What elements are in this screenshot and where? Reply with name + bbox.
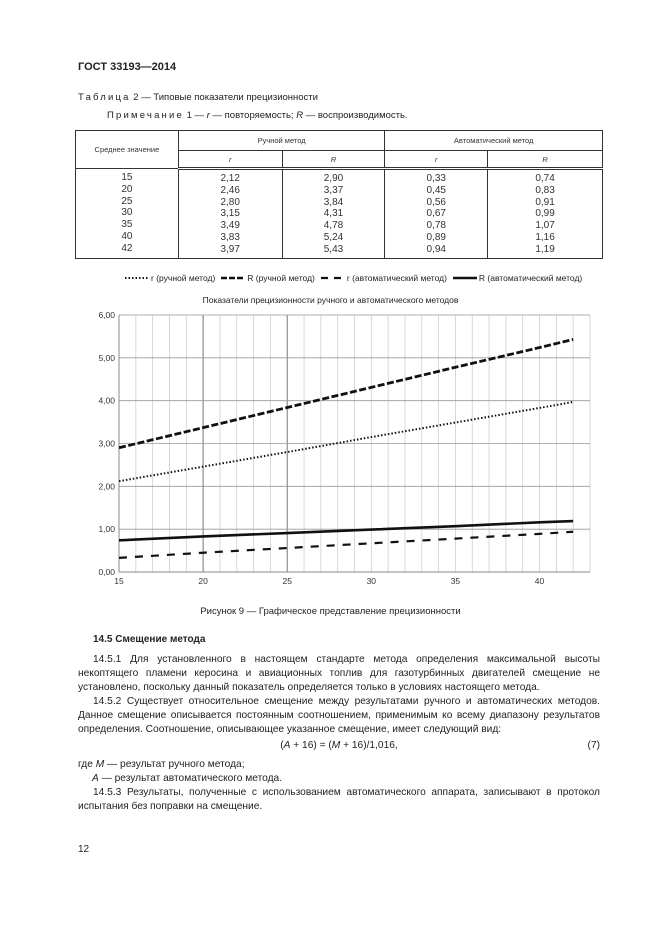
x-tick-label: 20 xyxy=(198,576,208,586)
legend-item xyxy=(125,273,215,283)
where-var: A xyxy=(92,773,99,784)
table-caption xyxy=(78,92,318,103)
formula-var: A xyxy=(283,740,291,751)
mean-cell: 15 20 25 30 35 40 42 xyxy=(76,169,179,259)
manual-R-cell: 2,90 3,37 3,84 4,31 4,78 5,24 5,43 xyxy=(282,169,385,259)
x-tick-label: 30 xyxy=(366,576,377,586)
series-line-longdash xyxy=(119,532,573,558)
legend-swatch-dashed xyxy=(221,275,245,281)
page-number: 12 xyxy=(78,844,90,855)
paragraph-14-5-2: 14.5.2 Существует относительное смещение между результатами ручного и автоматических методов. Данное смещение описывается постоянным соотношением, применимым ко всему диапазону результатов определения. Соотношение, описывающее указанное смещение, имеет следующий вид: xyxy=(78,696,600,735)
where-text: — результат автоматического метода. xyxy=(98,773,283,784)
where-line-a xyxy=(92,772,614,786)
formula xyxy=(78,740,600,751)
figure-caption: Рисунок 9 — Графическое представление прецизионности xyxy=(200,606,461,617)
note-symbol: R xyxy=(296,110,304,121)
legend-label: r (автоматический метод) xyxy=(346,273,447,283)
precision-table xyxy=(75,130,603,259)
legend-item xyxy=(221,273,315,283)
legend-label: R (ручной метод) xyxy=(247,273,315,283)
caption-label: Таблица xyxy=(78,92,131,103)
document-header: ГОСТ 33193—2014 xyxy=(78,61,177,73)
y-tick-label: 0,00 xyxy=(98,567,115,577)
note-text: 1 — xyxy=(184,110,207,121)
y-tick-label: 5,00 xyxy=(98,352,115,363)
manual-r-cell: 2,12 2,46 2,80 3,15 3,49 3,83 3,97 xyxy=(178,169,282,259)
formula-var: M xyxy=(331,740,341,751)
note-text: — воспроизводимость. xyxy=(303,110,408,121)
x-tick-label: 15 xyxy=(114,576,124,586)
table-note xyxy=(107,110,408,121)
note-text: — повторяемость; xyxy=(209,110,297,121)
y-tick-label: 3,00 xyxy=(98,438,115,449)
col-group-auto: Автоматический метод xyxy=(385,131,603,151)
note-label: Примечание xyxy=(107,110,184,121)
col-header-auto-R: R xyxy=(488,151,603,169)
y-tick-label: 1,00 xyxy=(98,524,115,535)
x-tick-label: 25 xyxy=(282,576,292,586)
y-tick-label: 2,00 xyxy=(98,481,115,492)
x-tick-label: 40 xyxy=(534,576,545,586)
col-header-auto-r: r xyxy=(385,151,488,169)
y-tick-label: 4,00 xyxy=(98,395,115,406)
col-group-manual: Ручной метод xyxy=(178,131,385,151)
series-line-dotted xyxy=(119,402,573,481)
col-header-manual-R: R xyxy=(282,151,385,169)
paragraph-14-5-1: 14.5.1 Для установленного в настоящем стандарте метода определения максимальной высоты некоптящего пламени керосина и авиационных топлив для газотурбинных двигателей смещение не установлено, поскольку данный показатель определяется только в условиях настоящего метода. xyxy=(78,654,600,693)
note-symbol: r xyxy=(206,110,210,121)
where-text: где xyxy=(78,759,96,770)
legend-item xyxy=(453,273,582,283)
where-var: M xyxy=(95,759,105,770)
formula-number: (7) xyxy=(587,740,600,751)
x-tick-label: 35 xyxy=(450,576,461,586)
chart-title: Показатели прецизионности ручного и автоматического методов xyxy=(202,295,459,305)
auto-R-cell: 0,74 0,83 0,91 0,99 1,07 1,16 1,19 xyxy=(488,169,603,259)
precision-chart xyxy=(0,300,661,600)
where-text: — результат ручного метода; xyxy=(104,759,245,770)
chart-legend xyxy=(125,273,586,283)
legend-label: r (ручной метод) xyxy=(151,273,216,283)
y-tick-label: 6,00 xyxy=(98,310,115,320)
formula-part: + 16) = ( xyxy=(290,740,332,751)
legend-swatch-longdash xyxy=(321,275,345,281)
caption-text: 2 — Типовые показатели прецизионности xyxy=(130,92,318,103)
table-row xyxy=(76,169,603,259)
where-line-m xyxy=(78,758,600,772)
legend-item xyxy=(321,273,447,283)
paragraph-14-5-3: 14.5.3 Результаты, полученные с использованием автоматического аппарата, записывают в протокол испытания без поправки на смещение. xyxy=(78,787,600,812)
series-line-solid xyxy=(119,521,573,540)
col-header-manual-r: r xyxy=(178,151,282,169)
col-header-mean: Среднее значение xyxy=(76,131,179,169)
legend-swatch-dotted xyxy=(125,275,149,281)
formula-part: + 16)/1,016, xyxy=(340,740,398,751)
legend-label: R (автоматический метод) xyxy=(478,273,583,283)
formula-part: ( xyxy=(280,740,284,751)
section-heading: 14.5 Смещение метода xyxy=(93,634,206,645)
series-line-dashed xyxy=(119,339,573,447)
auto-r-cell: 0,33 0,45 0,56 0,67 0,78 0,89 0,94 xyxy=(385,169,488,259)
legend-swatch-solid xyxy=(453,275,477,281)
